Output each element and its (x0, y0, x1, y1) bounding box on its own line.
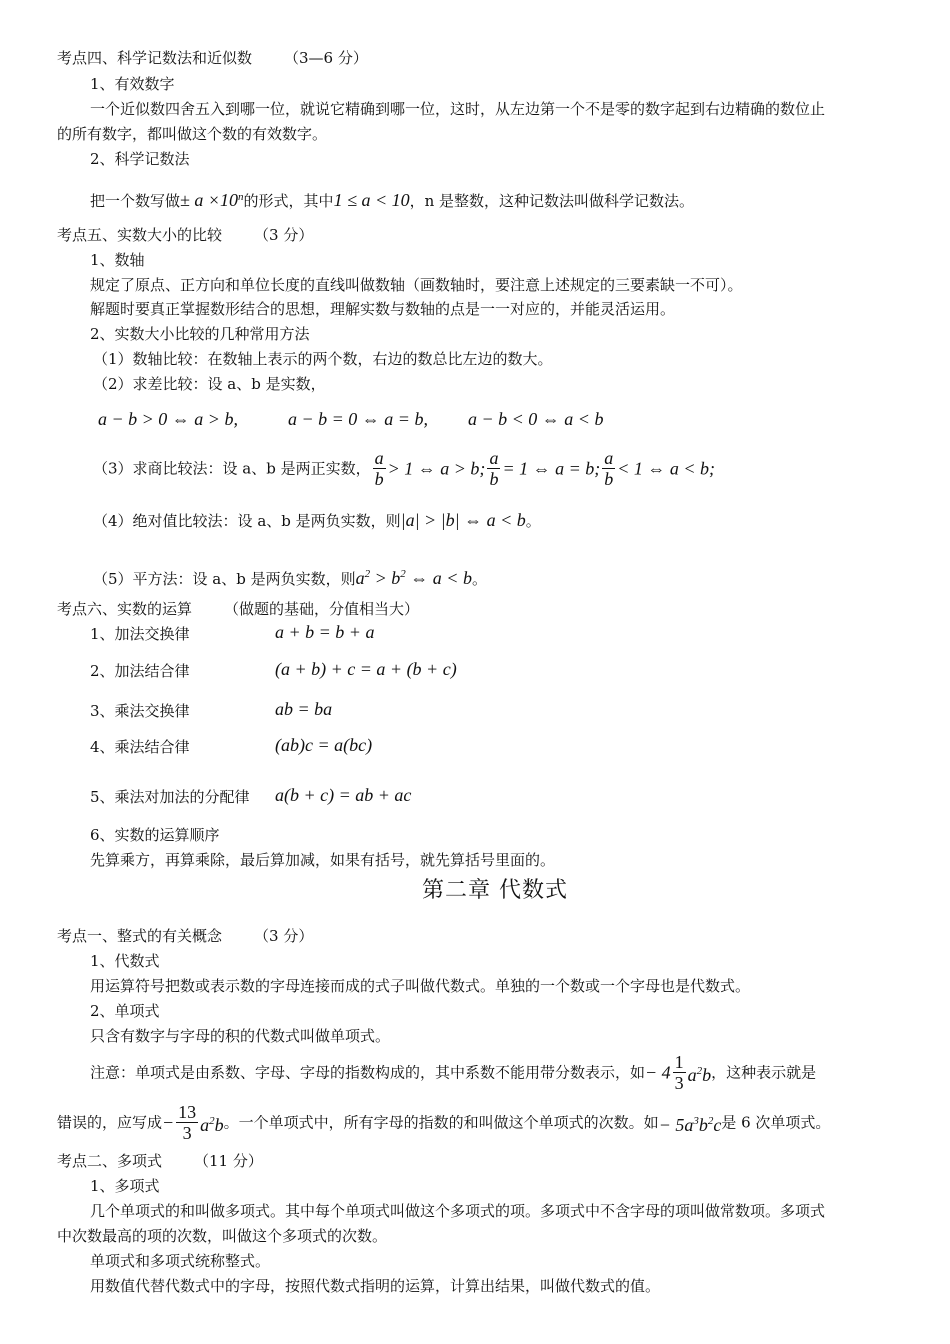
fraction: $\frac{1}{3}$ (674, 1052, 684, 1093)
law-formula: ab = ba (275, 699, 333, 719)
fraction: $\frac{a}{b}$ (374, 448, 384, 489)
paragraph: 错误的，应写成− $\frac{13}{3}$ $a^2b$。一个单项式中，所有字母的指数的和叫做这个单项式的次数。如− $5a^3b^2c$是 6 次单项式。 (57, 1102, 831, 1143)
section-title: 考点四、科学记数法和近似数 (57, 49, 253, 67)
section-title: 考点六、实数的运算 (57, 600, 193, 618)
subheading: 1、代数式 (90, 952, 160, 970)
fraction: $\frac{13}{3}$ (178, 1102, 197, 1143)
paragraph: 的所有数字，都叫做这个数的有效数字。 (57, 125, 328, 143)
subheading: 6、实数的运算顺序 (90, 826, 220, 844)
section-heading (57, 926, 313, 946)
section-heading (57, 48, 368, 68)
subheading: 1、多项式 (90, 1177, 160, 1195)
chapter-title: 第二章 代数式 (422, 878, 568, 903)
method-item: （5）平方法：设 a、b 是两负实数，则$a^2 > b^2$ ⇔ a < b。 (93, 568, 487, 588)
section-score: （11 分） (194, 1152, 263, 1170)
law-formula: a(b + c) = ab + ac (275, 785, 412, 805)
method-item: （1）数轴比较：在数轴上表示的两个数，右边的数总比左边的数大。 (93, 350, 553, 368)
paragraph: 几个单项式的和叫做多项式。其中每个单项式叫做这个多项式的项。多项式中不含字母的项叫做常数项。多项式 (90, 1202, 826, 1220)
law-label: 3、乘法交换律 (90, 702, 190, 720)
paragraph: 解题时要真正掌握数形结合的思想，理解实数与数轴的点是一一对应的，并能灵活运用。 (90, 300, 676, 318)
paragraph: 先算乘方，再算乘除，最后算加减，如果有括号，就先算括号里面的。 (90, 851, 556, 869)
section-score: （3 分） (254, 927, 314, 945)
section-heading (57, 1151, 263, 1171)
subheading: 1、数轴 (90, 251, 145, 269)
section-heading (57, 225, 313, 245)
math-formula: $a^2 > b^2$ ⇔ a < b (355, 568, 472, 588)
paragraph: 一个近似数四舍五入到哪一位，就说它精确到哪一位，这时，从左边第一个不是零的数字起到右边精确的数位止 (90, 100, 826, 118)
method-item: （4）绝对值比较法：设 a、b 是两负实数，则|a| > |b| ⇔ a < b。 (93, 510, 541, 530)
law-label: 4、乘法结合律 (90, 738, 190, 756)
subheading: 1、有效数字 (90, 75, 175, 93)
section-score: （做题的基础，分值相当大） (224, 600, 420, 618)
law-formula: a + b = b + a (275, 622, 375, 642)
section-heading (57, 599, 419, 619)
paragraph: 只含有数字与字母的积的代数式叫做单项式。 (90, 1027, 391, 1045)
paragraph: 单项式和多项式统称整式。 (90, 1252, 271, 1270)
law-label: 5、乘法对加法的分配律 (90, 788, 250, 806)
section-title: 考点五、实数大小的比较 (57, 226, 223, 244)
law-label: 1、加法交换律 (90, 625, 190, 643)
subheading: 2、科学记数法 (90, 150, 190, 168)
law-formula: (a + b) + c = a + (b + c) (275, 659, 457, 679)
math-formula: a − b = 0 ⇔ a = b, (288, 409, 428, 429)
law-formula: (ab)c = a(bc) (275, 735, 373, 755)
method-item: （3）求商比较法：设 a、b 是两正实数， $\frac{a}{b}$ > 1 ⇔ a > b; $\frac{a}{b}$ = 1 ⇔ a = b; $\frac{a}{b}$ < 1 ⇔ a < b; (93, 448, 716, 489)
fraction: $\frac{a}{b}$ (489, 448, 499, 489)
paragraph: 规定了原点、正方向和单位长度的直线叫做数轴（画数轴时，要注意上述规定的三要素缺一不可）。 (90, 276, 743, 294)
fraction: $\frac{a}{b}$ (604, 448, 614, 489)
math-formula: 1 ≤ a < 10 (333, 190, 410, 210)
subheading: 2、单项式 (90, 1002, 160, 1020)
section-title: 考点二、多项式 (57, 1152, 163, 1170)
section-title: 考点一、整式的有关概念 (57, 927, 223, 945)
math-formula: a − b > 0 ⇔ a > b, (98, 409, 238, 429)
math-formula: ± a ×10 (180, 190, 239, 210)
math-formula: a − b < 0 ⇔ a < b (468, 409, 604, 429)
paragraph: 用运算符号把数或表示数的字母连接而成的式子叫做代数式。单独的一个数或一个字母也是代数式。 (90, 977, 751, 995)
paragraph: 用数值代替代数式中的字母，按照代数式指明的运算，计算出结果，叫做代数式的值。 (90, 1277, 661, 1295)
law-label: 2、加法结合律 (90, 662, 190, 680)
subheading: 2、实数大小比较的几种常用方法 (90, 325, 310, 343)
section-score: （3 分） (254, 226, 314, 244)
math-exponent: n (238, 191, 244, 203)
paragraph: 把一个数写做± $a \times 10^n$的形式，其中1 ≤ a < 10，n 是整数，这种记数法叫做科学记数法。 (90, 190, 695, 210)
math-formula: |a| > |b| ⇔ a < b (400, 510, 526, 530)
paragraph: 中次数最高的项的次数，叫做这个多项式的次数。 (57, 1227, 388, 1245)
method-item: （2）求差比较：设 a、b 是实数， (93, 375, 326, 393)
section-score: （3—6 分） (284, 49, 368, 67)
paragraph: 注意：单项式是由系数、字母、字母的指数构成的，其中系数不能用带分数表示，如− 4 $\frac{1}{3}$ $a^2b$，这种表示就是 (90, 1052, 817, 1093)
